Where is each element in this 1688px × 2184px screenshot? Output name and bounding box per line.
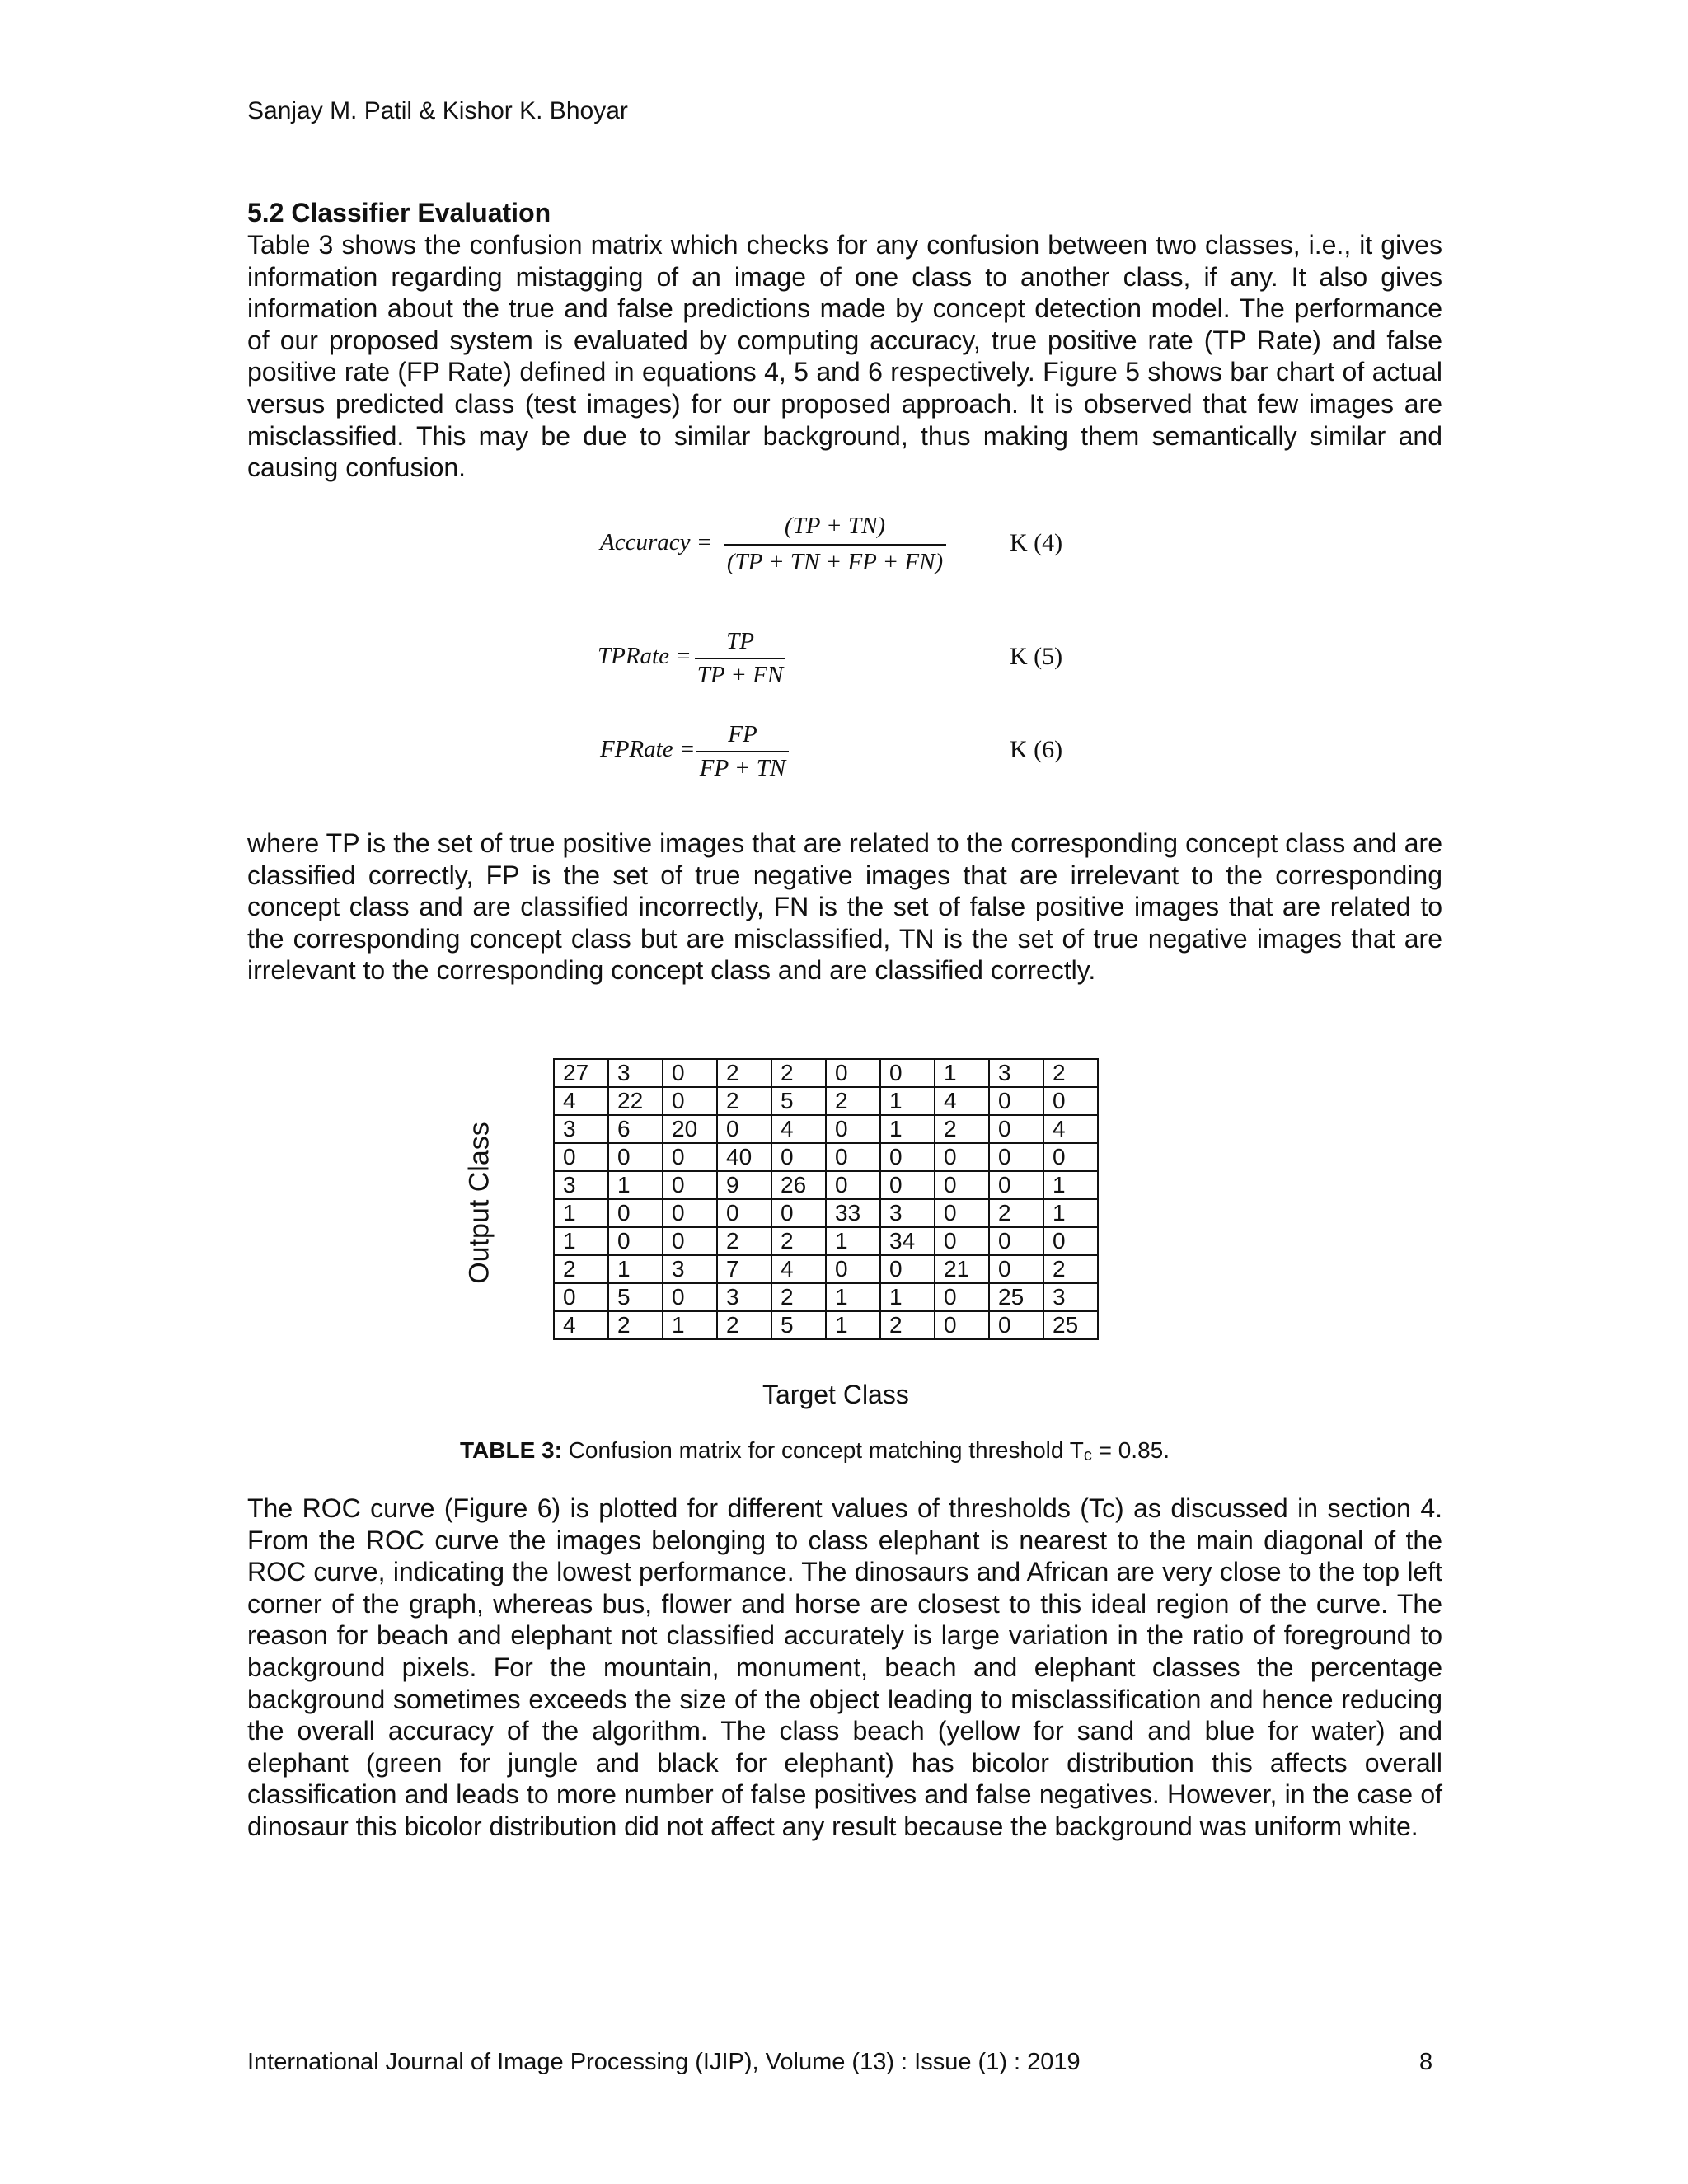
matrix-cell: 0: [663, 1283, 717, 1311]
matrix-cell: 1: [663, 1311, 717, 1339]
matrix-cell: 3: [554, 1115, 608, 1143]
matrix-cell: 2: [880, 1311, 935, 1339]
matrix-cell: 2: [1043, 1255, 1098, 1283]
paragraph-intro: Table 3 shows the confusion matrix which checks for any confusion between two classes, i.e., it gives information regarding mistagging of an image of one class to another class, if any. It also gives information about the true and false predictions made by concept detection model. The performance of our proposed system is evaluated by computing accuracy, true positive rate (TP Rate) and false positive rate (FP Rate) defined in equations 4, 5 and 6 respectively. Figure 5 shows bar chart of actual versus predicted class (test images) for our proposed approach. It is observed that few images are misclassified. This may be due to similar background, thus making them semantically similar and causing confusion.: [247, 230, 1442, 483]
matrix-cell: 1: [608, 1255, 663, 1283]
matrix-cell: 0: [1043, 1227, 1098, 1255]
fraction-bar: [696, 751, 789, 752]
matrix-cell: 0: [826, 1143, 880, 1171]
matrix-cell: 1: [554, 1227, 608, 1255]
matrix-cell: 4: [1043, 1115, 1098, 1143]
matrix-cell: 3: [1043, 1283, 1098, 1311]
matrix-row: [554, 1171, 1098, 1199]
matrix-cell: 0: [880, 1143, 935, 1171]
matrix-cell: 0: [935, 1283, 989, 1311]
matrix-cell: 0: [826, 1255, 880, 1283]
matrix-cell: 2: [771, 1227, 826, 1255]
matrix-cell: 22: [608, 1087, 663, 1115]
matrix-cell: 5: [771, 1311, 826, 1339]
matrix-cell: 2: [717, 1227, 771, 1255]
output-class-label: Output Class: [463, 1122, 495, 1284]
matrix-cell: 0: [935, 1199, 989, 1227]
matrix-cell: 3: [608, 1059, 663, 1087]
matrix-row: [554, 1283, 1098, 1311]
matrix-cell: 1: [608, 1171, 663, 1199]
matrix-row: [554, 1255, 1098, 1283]
matrix-cell: 3: [663, 1255, 717, 1283]
matrix-cell: 6: [608, 1115, 663, 1143]
matrix-cell: 2: [771, 1283, 826, 1311]
matrix-cell: 2: [717, 1059, 771, 1087]
matrix-cell: 1: [826, 1283, 880, 1311]
matrix-cell: 0: [608, 1227, 663, 1255]
matrix-cell: 1: [935, 1059, 989, 1087]
caption-tail: = 0.85.: [1091, 1437, 1170, 1463]
matrix-cell: 0: [608, 1199, 663, 1227]
matrix-cell: 3: [880, 1199, 935, 1227]
matrix-cell: 0: [608, 1143, 663, 1171]
matrix-cell: 0: [989, 1311, 1043, 1339]
matrix-cell: 0: [880, 1171, 935, 1199]
matrix-cell: 0: [880, 1255, 935, 1283]
equation-numerator: TP: [726, 628, 754, 654]
matrix-cell: 0: [935, 1227, 989, 1255]
matrix-cell: 0: [935, 1143, 989, 1171]
matrix-cell: 0: [1043, 1087, 1098, 1115]
matrix-cell: 1: [826, 1227, 880, 1255]
matrix-cell: 4: [771, 1255, 826, 1283]
matrix-cell: 4: [554, 1087, 608, 1115]
paragraph-roc: The ROC curve (Figure 6) is plotted for different values of thresholds (Tc) as discussed in section 4. From the ROC curve the images belonging to class elephant is nearest to the main diagonal of the ROC curve, indicating the lowest performance. The dinosaurs and African are very close to the top left corner of the graph, whereas bus, flower and horse are closest to this ideal region of the curve. The reason for beach and elephant not classified accurately is large variation in the ratio of foreground to background pixels. For the mountain, monument, beach and elephant classes the percentage background sometimes exceeds the size of the object leading to misclassification and hence reducing the overall accuracy of the algorithm. The class beach (yellow for sand and blue for water) and elephant (green for jungle and black for elephant) has bicolor distribution this affects overall classification and leads to more number of false positives and false negatives. However, in the case of dinosaur this bicolor distribution did not affect any result because the background was uniform white.: [247, 1493, 1442, 1841]
matrix-cell: 0: [826, 1115, 880, 1143]
equation-number: K (6): [1010, 736, 1063, 763]
fraction-bar: [695, 658, 785, 659]
matrix-cell: 0: [989, 1255, 1043, 1283]
caption-text: Confusion matrix for concept matching threshold T: [561, 1437, 1084, 1463]
equation-lhs: TPRate =: [598, 643, 692, 669]
equation-number: K (4): [1010, 529, 1063, 556]
matrix-cell: 0: [935, 1171, 989, 1199]
matrix-cell: 0: [717, 1115, 771, 1143]
table-caption: [460, 1437, 1170, 1464]
matrix-cell: 0: [663, 1227, 717, 1255]
matrix-cell: 2: [935, 1115, 989, 1143]
equation-numerator: (TP + TN): [784, 513, 886, 539]
paragraph-definitions: where TP is the set of true positive images that are related to the corresponding concept class and are classified correctly, FP is the set of true negative images that are irrelevant to the corresponding concept class and are classified incorrectly, FN is the set of false positive images that are related to the corresponding concept class but are misclassified, TN is the set of true negative images that are irrelevant to the corresponding concept class and are classified correctly.: [247, 828, 1442, 986]
matrix-cell: 26: [771, 1171, 826, 1199]
matrix-cell: 4: [935, 1087, 989, 1115]
matrix-row: [554, 1311, 1098, 1339]
matrix-cell: 2: [989, 1199, 1043, 1227]
matrix-cell: 0: [880, 1059, 935, 1087]
matrix-cell: 3: [717, 1283, 771, 1311]
matrix-cell: 0: [826, 1171, 880, 1199]
matrix-cell: 0: [663, 1059, 717, 1087]
matrix-cell: 33: [826, 1199, 880, 1227]
matrix-cell: 1: [880, 1087, 935, 1115]
matrix-cell: 0: [989, 1143, 1043, 1171]
matrix-cell: 4: [771, 1115, 826, 1143]
matrix-cell: 7: [717, 1255, 771, 1283]
matrix-row: [554, 1143, 1098, 1171]
matrix-cell: 0: [663, 1087, 717, 1115]
matrix-cell: 2: [771, 1059, 826, 1087]
matrix-cell: 3: [554, 1171, 608, 1199]
matrix-cell: 0: [717, 1199, 771, 1227]
matrix-cell: 2: [1043, 1059, 1098, 1087]
journal-footer: International Journal of Image Processing (IJIP), Volume (13) : Issue (1) : 2019: [247, 2049, 1081, 2075]
matrix-cell: 0: [663, 1199, 717, 1227]
matrix-cell: 0: [554, 1143, 608, 1171]
matrix-cell: 40: [717, 1143, 771, 1171]
equation-lhs: FPRate =: [600, 736, 696, 762]
matrix-cell: 2: [717, 1087, 771, 1115]
matrix-cell: 2: [554, 1255, 608, 1283]
page-number: 8: [1419, 2049, 1433, 2075]
equation-lhs: Accuracy =: [600, 529, 713, 555]
matrix-row: [554, 1199, 1098, 1227]
equation-denominator: TP + FN: [696, 662, 784, 688]
matrix-cell: 0: [554, 1283, 608, 1311]
section-title: 5.2 Classifier Evaluation: [247, 198, 551, 227]
matrix-cell: 2: [608, 1311, 663, 1339]
confusion-matrix: [553, 1058, 1099, 1340]
matrix-cell: 0: [826, 1059, 880, 1087]
equation-numerator: FP: [728, 721, 757, 748]
matrix-cell: 0: [989, 1087, 1043, 1115]
matrix-cell: 2: [826, 1087, 880, 1115]
matrix-cell: 1: [880, 1115, 935, 1143]
matrix-cell: 1: [554, 1199, 608, 1227]
matrix-row: [554, 1059, 1098, 1087]
matrix-cell: 1: [1043, 1171, 1098, 1199]
matrix-row: [554, 1115, 1098, 1143]
running-header: Sanjay M. Patil & Kishor K. Bhoyar: [247, 97, 628, 124]
matrix-cell: 0: [935, 1311, 989, 1339]
matrix-cell: 0: [771, 1143, 826, 1171]
matrix-cell: 0: [989, 1171, 1043, 1199]
matrix-row: [554, 1227, 1098, 1255]
equation-number: K (5): [1010, 643, 1063, 670]
matrix-cell: 9: [717, 1171, 771, 1199]
fraction-bar: [724, 544, 946, 546]
matrix-cell: 1: [826, 1311, 880, 1339]
matrix-cell: 25: [989, 1283, 1043, 1311]
matrix-cell: 5: [771, 1087, 826, 1115]
target-class-label: Target Class: [762, 1380, 909, 1409]
caption-subscript: c: [1083, 1446, 1092, 1465]
matrix-cell: 0: [989, 1227, 1043, 1255]
matrix-row: [554, 1087, 1098, 1115]
caption-label: TABLE 3:: [460, 1437, 562, 1463]
matrix-cell: 0: [1043, 1143, 1098, 1171]
matrix-cell: 0: [663, 1171, 717, 1199]
matrix-cell: 1: [880, 1283, 935, 1311]
matrix-cell: 27: [554, 1059, 608, 1087]
matrix-cell: 1: [1043, 1199, 1098, 1227]
equation-denominator: FP + TN: [699, 755, 786, 781]
matrix-cell: 0: [771, 1199, 826, 1227]
matrix-cell: 0: [989, 1115, 1043, 1143]
matrix-cell: 4: [554, 1311, 608, 1339]
matrix-cell: 5: [608, 1283, 663, 1311]
equation-denominator: (TP + TN + FP + FN): [726, 549, 944, 575]
matrix-cell: 3: [989, 1059, 1043, 1087]
matrix-cell: 21: [935, 1255, 989, 1283]
matrix-cell: 0: [663, 1143, 717, 1171]
matrix-cell: 25: [1043, 1311, 1098, 1339]
matrix-cell: 34: [880, 1227, 935, 1255]
matrix-cell: 20: [663, 1115, 717, 1143]
matrix-cell: 2: [717, 1311, 771, 1339]
